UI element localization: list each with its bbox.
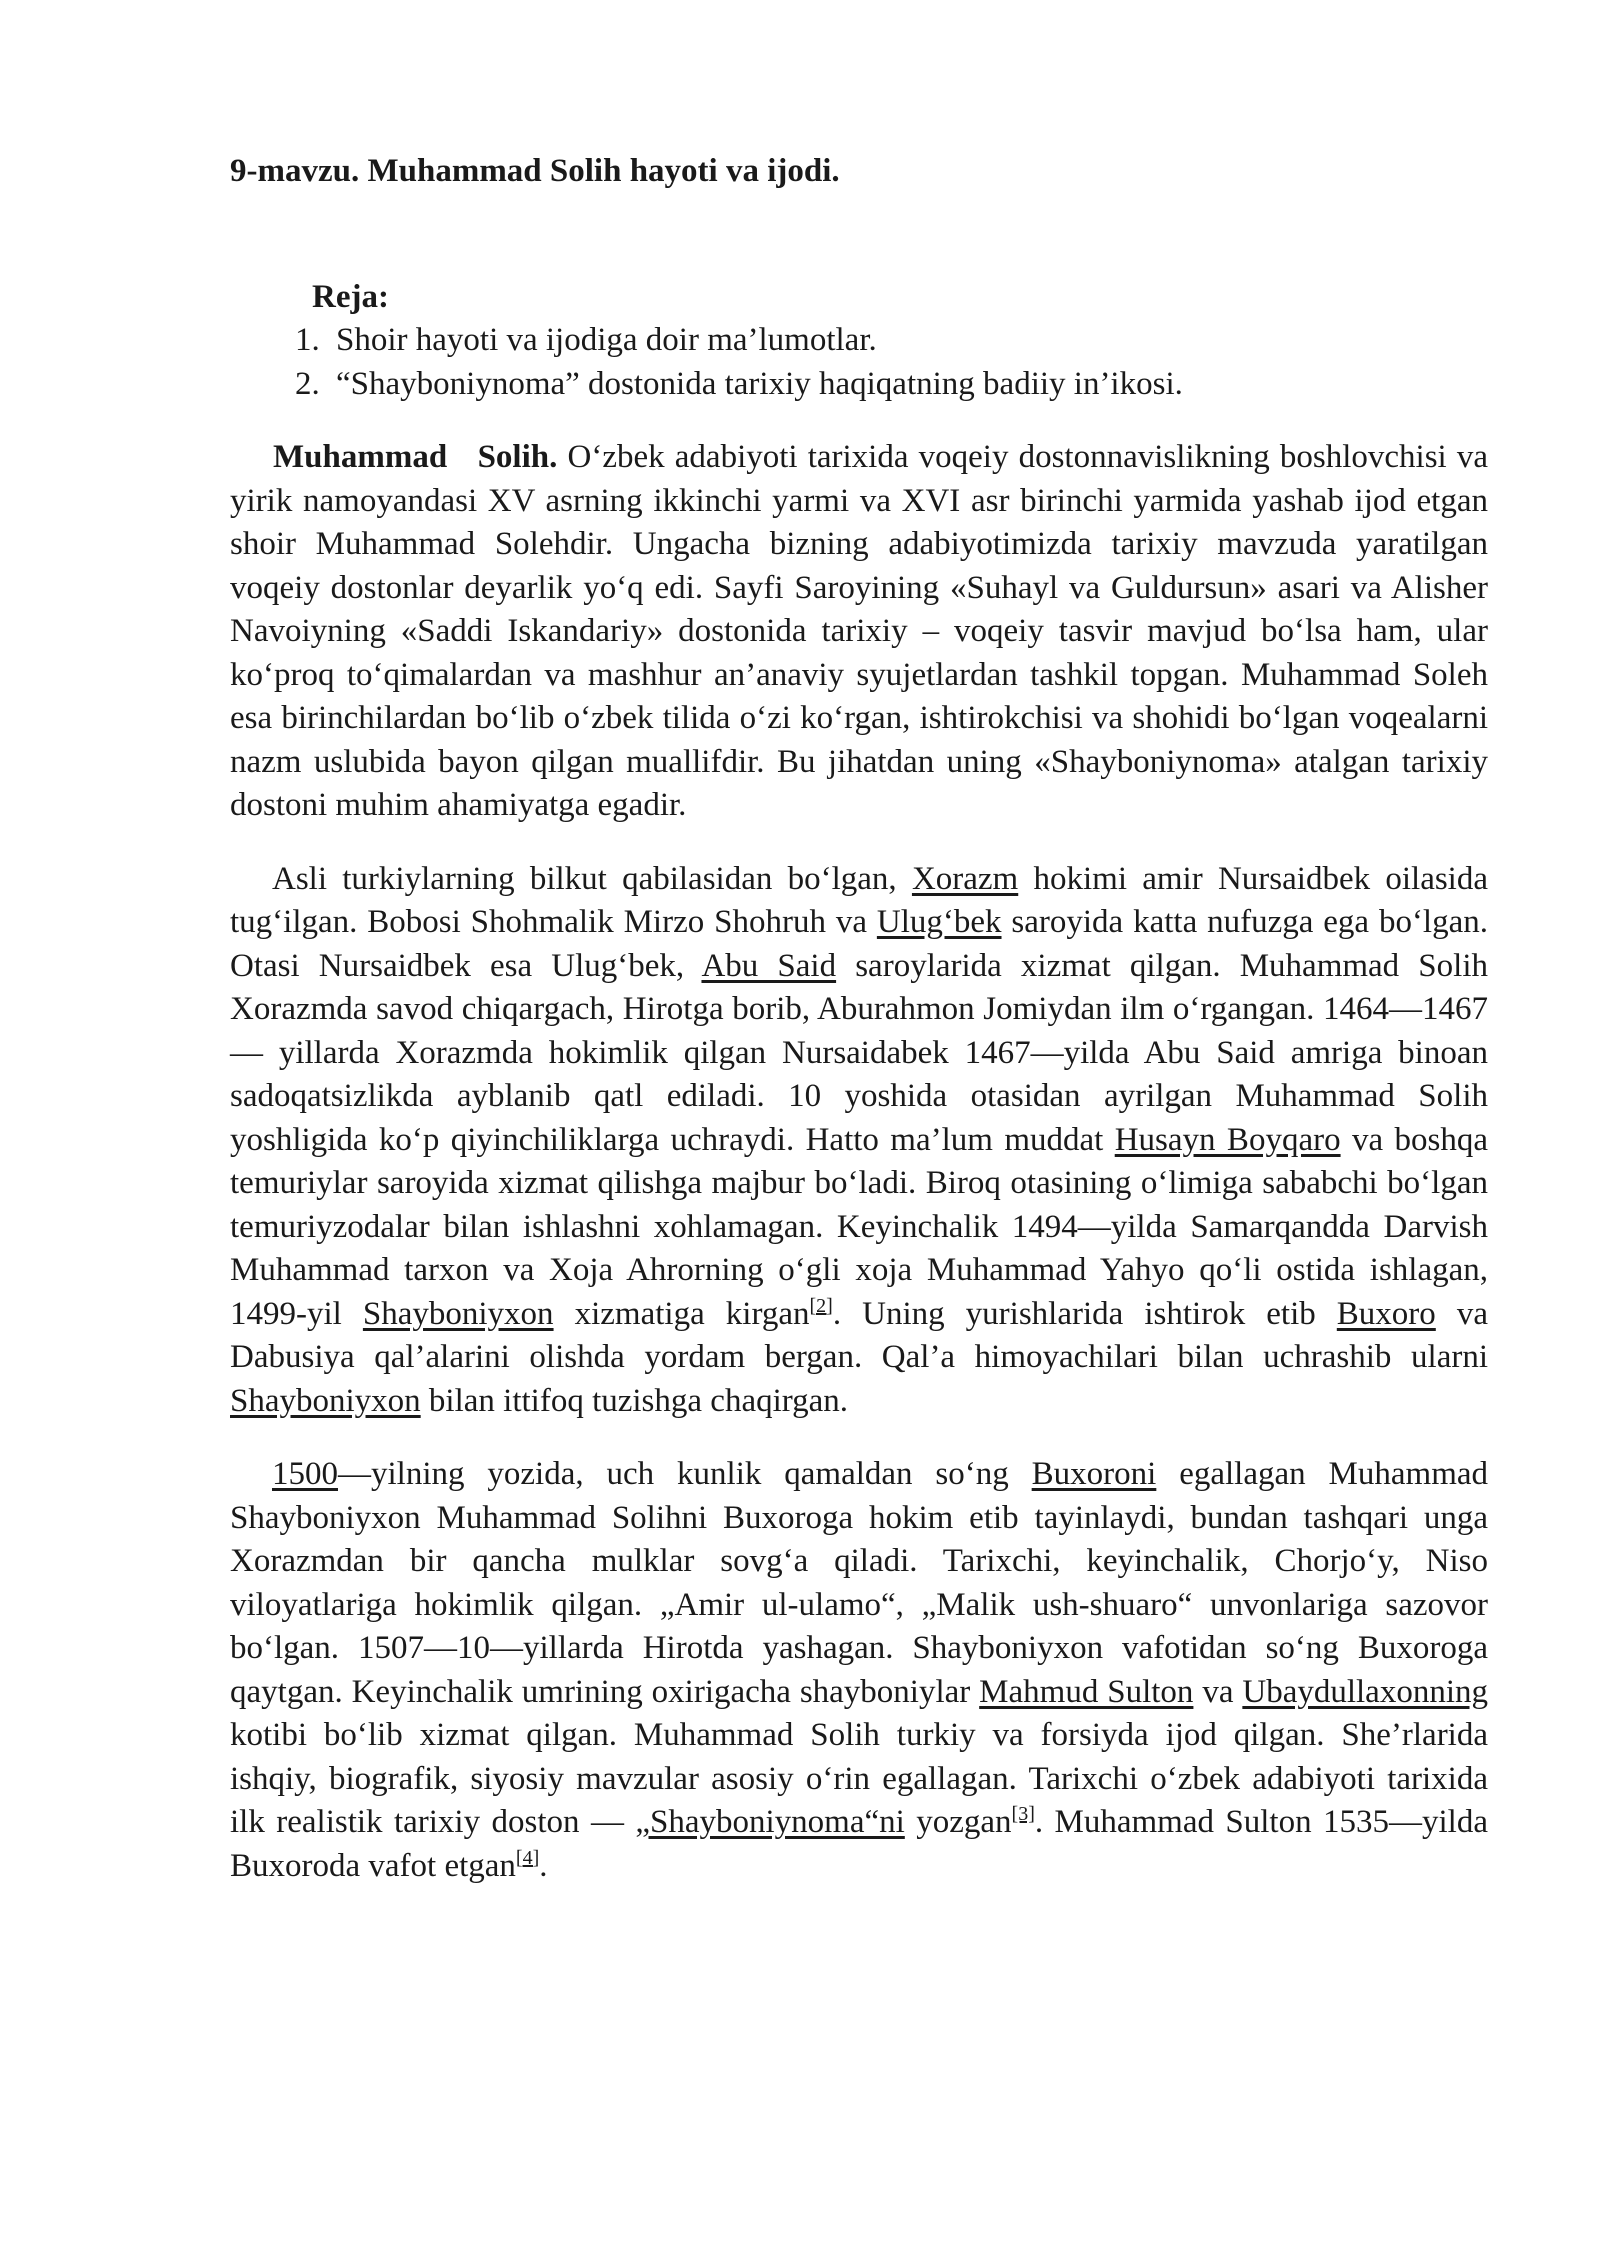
paragraph-biography (230, 858, 1488, 1424)
paragraph-intro (230, 436, 1488, 828)
footnote-ref-3 (1012, 1803, 1035, 1825)
bio-text-1: Asli turkiylarning bilkut qabilasidan bo‘lgan, (272, 860, 912, 897)
footnote-link-4[interactable]: [4] (515, 1846, 540, 1869)
link-ulugbek[interactable]: Ulug‘bek (876, 904, 1002, 940)
plan-list (230, 319, 1488, 406)
link-shayboniyxon-1[interactable]: Shayboniyxon (362, 1295, 554, 1332)
paragraph-career (230, 1453, 1488, 1888)
career-text-2: egallagan Muhammad Shayboniyxon Muhammad Solihni Buxoroga hokim etib tayinlaydi, bundan tashqari unga Xorazmdan bir qancha mulklar sovg‘a qiladi. Tarixchi, keyinchalik, Chorjo‘y, Niso viloyatlariga hokimlik qilgan. „Amir ul-ulamo“, „Malik ush-shuaro“ unvonlariga sazovor bo‘lgan. 1507—10—yillarda Hirotda yashagan. Shayboniyxon vafotidan so‘ng Buxoroga qaytgan. Keyinchalik umrining oxirigacha shayboniylar (230, 1456, 1489, 1710)
footnote-ref-4 (516, 1847, 539, 1869)
bio-text-2: hokimi amir Nursaidbek oilasida tug‘ilgan. Bobosi Shohmalik Mirzo Shohruh va (230, 860, 1488, 940)
link-mahmud-sulton[interactable]: Mahmud Sulton (979, 1673, 1194, 1710)
link-buxoroni[interactable]: Buxoroni (1031, 1456, 1157, 1492)
link-1500[interactable]: 1500 (272, 1456, 338, 1492)
bio-text-9: bilan ittifoq tuzishga chaqirgan. (420, 1382, 849, 1419)
career-text-3: va (1193, 1673, 1243, 1710)
career-text-5: yozgan (904, 1804, 1012, 1840)
link-shayboniynoma[interactable]: „Shayboniynoma“ni (635, 1804, 905, 1840)
link-shayboniyxon-2[interactable]: Shayboniyxon (230, 1382, 421, 1419)
bio-text-3: saroyida katta nufuzga ega bo‘lgan. Otasi Nursaidbek esa Ulug‘bek, (230, 904, 1488, 984)
link-ubaydullaxon[interactable]: Ubaydullaxonning (1242, 1673, 1488, 1710)
link-xorazm[interactable]: Xorazm (911, 860, 1019, 897)
intro-text: O‘zbek adabiyoti tarixida voqeiy dostonnavislikning boshlovchisi va yirik namoyandasi XV asrning ikkinchi yarmi va XVI asr birinchi yarmida yashab ijod etgan shoir Muhammad Solehdir. Ungacha bizning adabiyotimizda tarixiy mavzuda yaratilgan voqeiy dostonlar deyarlik yo‘q edi. Sayfi Saroyining «Suhayl va Guldursun» asari va Alisher Navoiyning «Saddi Iskandariy» dostonida tarixiy – voqeiy tasvir mavjud bo‘lsa ham, ular ko‘proq to‘qimalardan va mashhur an’anaviy syujetlardan tashkil topgan. Muhammad Soleh esa birinchilardan bo‘lib o‘zbek tilida o‘zi ko‘rgan, ishtirokchisi va shohidi bo‘lgan voqealarni nazm uslubida bayon qilgan muallifdir. Bu jihatdan uning «Shayboniynoma» atalgan tarixiy dostoni muhim ahamiyatga egadir. (230, 439, 1488, 823)
link-abu-said[interactable]: Abu Said (701, 947, 837, 984)
intro-lead: Muhammad Solih. (273, 439, 558, 475)
footnote-link-2[interactable]: [2] (809, 1294, 833, 1317)
bio-text-6: xizmatiga kirgan (553, 1295, 810, 1332)
career-text-4: kotibi bo‘lib xizmat qilgan. Muhammad Solih turkiy va forsiyda ijod qilgan. She’rlarida ishqiy, biografik, siyosiy mavzular asosiy o‘rin egallagan. Tarixchi o‘zbek adabiyoti tarixida ilk realistik tarixiy doston — (230, 1717, 1488, 1840)
link-buxoro[interactable]: Buxoro (1336, 1295, 1436, 1332)
career-text-7: . (539, 1847, 548, 1884)
footnote-ref-2 (810, 1295, 833, 1317)
plan-item-1: 1. Shoir hayoti va ijodiga doir ma’lumotlar. (328, 319, 1488, 363)
link-husayn-boyqaro[interactable]: Husayn Boyqaro (1114, 1121, 1341, 1158)
plan-heading: Reja: (312, 278, 389, 315)
bio-text-7: . Uning yurishlarida ishtirok etib (832, 1295, 1337, 1332)
bio-text-4: saroylarida xizmat qilgan. Muhammad Solih Xorazmda savod chiqargach, Hirotga borib, Aburahmon Jomiydan ilm o‘rgangan. 1464—1467— yillarda Xorazmda hokimlik qilgan Nursaidabek 1467—yilda Abu Said amriga binoan sadoqatsizlikda ayblanib qatl ediladi. 10 yoshida otasidan ayrilgan Muhammad Solih yoshligida ko‘p qiyinchiliklarga uchraydi. Hatto ma’lum muddat (230, 947, 1488, 1158)
career-text-1: —yilning yozida, uch kunlik qamaldan so‘ng (338, 1456, 1032, 1492)
document-page (230, 150, 1488, 1918)
career-text-6: . Muhammad Sulton 1535—yilda Buxoroda vafot etgan (230, 1804, 1488, 1884)
footnote-link-3[interactable]: [3] (1011, 1803, 1035, 1825)
bio-text-5: va boshqa temuriylar saroyida xizmat qilishga majbur bo‘ladi. Biroq otasining o‘limiga sababchi bo‘lgan temuriyzodalar bilan ishlashni xohlamagan. Keyinchalik 1494—yilda Samarqandda Darvish Muhammad tarxon va Xoja Ahrorning o‘gli xoja Muhammad Yahyo qo‘li ostida ishlagan, 1499-yil (230, 1121, 1488, 1332)
bio-text-8: va Dabusiya qal’alarini olishda yordam bergan. Qal’a himoyachilari bilan uchrashib ularni (230, 1295, 1488, 1375)
plan-item-2: 2. “Shayboniynoma” dostonida tarixiy haqiqatning badiiy in’ikosi. (328, 363, 1488, 407)
page-title: 9-mavzu. Muhammad Solih hayoti va ijodi. (230, 153, 840, 189)
